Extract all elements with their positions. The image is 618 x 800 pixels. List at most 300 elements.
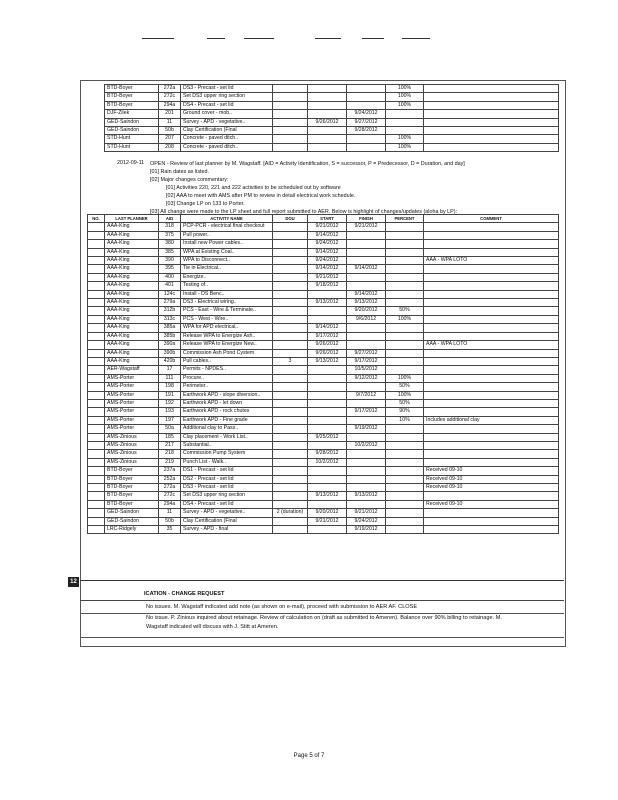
- cell-comment: [424, 248, 559, 256]
- cell-dou: [273, 416, 308, 424]
- cell-finish: [347, 231, 386, 239]
- cell-finish: 9/6/2012: [347, 315, 386, 323]
- table-row: [88, 450, 559, 458]
- cell-activity: Earthwork APD - slope diversion..: [181, 391, 273, 399]
- cell-start: 9/24/2012: [308, 240, 347, 248]
- cell-aid: 401: [159, 282, 181, 290]
- cell-percent: [386, 248, 424, 256]
- cell-finish: [347, 143, 386, 151]
- table-row: [105, 127, 559, 135]
- cell-finish: 9/17/2012: [347, 408, 386, 416]
- cell-activity: DS4 - Precast - set lid: [181, 500, 273, 508]
- cell-aid: 318: [159, 223, 181, 231]
- cell-start: [308, 135, 347, 143]
- cell-dou: [273, 366, 308, 374]
- cell-aid: 272a: [159, 85, 181, 93]
- cell-aid: 198: [159, 383, 181, 391]
- table-row: [88, 332, 559, 340]
- cell-activity: Procure..: [181, 374, 273, 382]
- cell-aid: 50b: [159, 517, 181, 525]
- cell-comment: [424, 299, 559, 307]
- table-row: [88, 441, 559, 449]
- change-request-line-3: Wagstaff indicated will discuss with J. Stitt at Ameren.: [146, 624, 279, 630]
- cell-start: [308, 399, 347, 407]
- cell-finish: 9/27/2012: [347, 349, 386, 357]
- table-row: [88, 509, 559, 517]
- cell-start: [308, 143, 347, 151]
- cell-activity: Clay placement - Work List..: [181, 433, 273, 441]
- cell-planner: AAA-King: [105, 290, 159, 298]
- entry-body: [150, 160, 560, 216]
- cell-activity: WPA at Existing Coal..: [181, 248, 273, 256]
- cell-finish: [347, 475, 386, 483]
- cell-dou: [273, 475, 308, 483]
- cell-comment: [424, 492, 559, 500]
- cell-no: [88, 433, 105, 441]
- table-row: [88, 341, 559, 349]
- table-row: [88, 324, 559, 332]
- cell-aid: 11: [159, 118, 181, 126]
- table-row: [88, 349, 559, 357]
- cell-no: [88, 450, 105, 458]
- cell-start: 10/2/2012: [308, 458, 347, 466]
- cell-finish: 9/27/2012: [347, 118, 386, 126]
- cell-finish: [347, 500, 386, 508]
- cell-dou: [273, 484, 308, 492]
- cell-aid: 375: [159, 231, 181, 239]
- cell-activity: Clay Certification (Final: [181, 127, 273, 135]
- cell-planner: GED-Saindon: [105, 127, 159, 135]
- cell-activity: Substantial..: [181, 441, 273, 449]
- cell-activity: DS3 - Electrical wiring..: [181, 299, 273, 307]
- cell-aid: 192: [159, 399, 181, 407]
- table-row: [88, 282, 559, 290]
- cell-dou: [273, 458, 308, 466]
- cell-no: [88, 484, 105, 492]
- cell-percent: [386, 240, 424, 248]
- cell-finish: [347, 248, 386, 256]
- cell-finish: 9/20/2012: [347, 307, 386, 315]
- cell-activity: Earthwork APD - Fine grade: [181, 416, 273, 424]
- cell-planner: BTD-Boyer: [105, 101, 159, 109]
- cell-aid: 217: [159, 441, 181, 449]
- table-row: [88, 500, 559, 508]
- cell-planner: BTD-Boyer: [105, 500, 159, 508]
- cell-aid: 312b: [159, 307, 181, 315]
- top-table: [104, 84, 559, 152]
- cell-planner: AMS-Porter: [105, 408, 159, 416]
- cell-activity: Permits - NPDES..: [181, 366, 273, 374]
- table-row: [105, 118, 559, 126]
- cell-finish: 9/21/2012: [347, 509, 386, 517]
- cell-percent: 100%: [386, 143, 424, 151]
- cell-start: [308, 383, 347, 391]
- cell-activity: Clay Certification (Final: [181, 517, 273, 525]
- cell-comment: [424, 93, 559, 101]
- cell-dou: [273, 408, 308, 416]
- cell-percent: [386, 475, 424, 483]
- cell-activity: PCP-PCR - electrical final checkout: [181, 223, 273, 231]
- cell-dou: [273, 118, 308, 126]
- cell-planner: GED-Saindon: [105, 118, 159, 126]
- cell-planner: AAA-King: [105, 307, 159, 315]
- cell-dou: [273, 433, 308, 441]
- cell-planner: AAA-King: [105, 257, 159, 265]
- cell-start: [308, 441, 347, 449]
- cell-planner: AMS-Porter: [105, 374, 159, 382]
- cell-planner: AAA-King: [105, 324, 159, 332]
- cell-dou: [273, 282, 308, 290]
- table-row: [88, 265, 559, 273]
- cell-finish: 9/17/2012: [347, 357, 386, 365]
- cell-no: [88, 299, 105, 307]
- cell-planner: AAA-King: [105, 223, 159, 231]
- cell-aid: 185: [159, 433, 181, 441]
- cell-percent: [386, 273, 424, 281]
- cell-comment: [424, 240, 559, 248]
- cell-finish: [347, 240, 386, 248]
- cell-no: [88, 492, 105, 500]
- cell-planner: STD-Hunt: [105, 135, 159, 143]
- cell-comment: [424, 526, 559, 534]
- cell-start: 9/14/2012: [308, 231, 347, 239]
- cell-start: [308, 425, 347, 433]
- cell-comment: AAA - WPA LOTO: [424, 341, 559, 349]
- cell-percent: [386, 349, 424, 357]
- cell-finish: [347, 383, 386, 391]
- cell-no: [88, 425, 105, 433]
- cell-finish: 10/2/2012: [347, 441, 386, 449]
- cell-no: [88, 374, 105, 382]
- cell-aid: 124c: [159, 290, 181, 298]
- cell-comment: Received 09-10: [424, 467, 559, 475]
- cell-start: [308, 366, 347, 374]
- cell-comment: [424, 383, 559, 391]
- cell-comment: [424, 273, 559, 281]
- cell-dou: [273, 299, 308, 307]
- cell-planner: AER-Wagstaff: [105, 366, 159, 374]
- cell-no: [88, 240, 105, 248]
- cell-aid: 400: [159, 273, 181, 281]
- cell-start: [308, 110, 347, 118]
- cell-aid: 385b: [159, 332, 181, 340]
- cell-dou: [273, 500, 308, 508]
- cell-no: [88, 458, 105, 466]
- cell-dou: [273, 349, 308, 357]
- cell-aid: 50a: [159, 425, 181, 433]
- cell-aid: 208: [159, 143, 181, 151]
- cell-percent: [386, 357, 424, 365]
- cell-start: 9/14/2012: [308, 324, 347, 332]
- cell-no: [88, 265, 105, 273]
- cell-aid: 17: [159, 366, 181, 374]
- cell-planner: AAA-King: [105, 240, 159, 248]
- cell-activity: DS2 - Precast - set lid: [181, 475, 273, 483]
- cell-finish: [347, 484, 386, 492]
- cell-percent: 100%: [386, 315, 424, 323]
- cell-comment: Includes additional clay: [424, 416, 559, 424]
- cell-comment: [424, 509, 559, 517]
- cell-aid: 385: [159, 248, 181, 256]
- cell-finish: 9/14/2012: [347, 265, 386, 273]
- page-number: Page 5 of 7: [293, 753, 325, 759]
- cell-dou: [273, 492, 308, 500]
- cell-dou: [273, 332, 308, 340]
- cell-activity: Install new Power cables..: [181, 240, 273, 248]
- cell-dou: [273, 399, 308, 407]
- table-row: [88, 416, 559, 424]
- cell-activity: Survey - APD - vegetative..: [181, 509, 273, 517]
- entry-line: [03] All change were made to the LP sheet and full report submitted to AER. Below is highlight of changes/updates (aloha by LP):: [150, 209, 458, 215]
- cell-aid: 390a: [159, 341, 181, 349]
- cell-dou: [273, 257, 308, 265]
- cell-dou: [273, 441, 308, 449]
- cell-comment: [424, 425, 559, 433]
- cell-finish: 9/24/2012: [347, 517, 386, 525]
- cell-no: [88, 273, 105, 281]
- cell-finish: [347, 273, 386, 281]
- cell-no: [88, 248, 105, 256]
- cell-planner: BTD-Boyer: [105, 484, 159, 492]
- cell-planner: BTD-Boyer: [105, 93, 159, 101]
- cell-comment: [424, 282, 559, 290]
- cell-finish: [347, 101, 386, 109]
- cell-aid: 111: [159, 374, 181, 382]
- cell-planner: AMS-Porter: [105, 425, 159, 433]
- cell-comment: [424, 110, 559, 118]
- cell-planner: AAA-King: [105, 332, 159, 340]
- table-row: [88, 526, 559, 534]
- cell-comment: [424, 265, 559, 273]
- cell-start: [308, 101, 347, 109]
- cell-activity: Ground cover - mob..: [181, 110, 273, 118]
- cell-planner: AAA-King: [105, 357, 159, 365]
- table-row: [88, 231, 559, 239]
- cell-planner: AMS-Zinious: [105, 441, 159, 449]
- cell-no: [88, 357, 105, 365]
- cell-comment: [424, 366, 559, 374]
- table-row: [105, 110, 559, 118]
- cell-dou: [273, 231, 308, 239]
- cell-activity: PCS - West - Wire..: [181, 315, 273, 323]
- cell-dou: [273, 223, 308, 231]
- cell-planner: BTD-Boyer: [105, 467, 159, 475]
- cell-dou: [273, 290, 308, 298]
- cell-finish: 9/13/2012: [347, 299, 386, 307]
- cell-activity: Additional clay to Pass..: [181, 425, 273, 433]
- cell-percent: [386, 341, 424, 349]
- cell-percent: [386, 441, 424, 449]
- cell-finish: [347, 450, 386, 458]
- cell-aid: 390: [159, 257, 181, 265]
- cell-dou: [273, 324, 308, 332]
- cell-start: 9/13/2012: [308, 299, 347, 307]
- cell-planner: AAA-King: [105, 248, 159, 256]
- cell-dou: [273, 374, 308, 382]
- cell-aid: 237a: [159, 467, 181, 475]
- cell-no: [88, 290, 105, 298]
- change-request-divider-2: [80, 637, 564, 638]
- table-row: [88, 492, 559, 500]
- header-rule-1: [142, 38, 174, 39]
- cell-no: [88, 509, 105, 517]
- header-rule-3: [244, 38, 274, 39]
- cell-aid: 11: [159, 509, 181, 517]
- cell-percent: [386, 458, 424, 466]
- cell-finish: 9/7/2012: [347, 391, 386, 399]
- table-row: [88, 391, 559, 399]
- cell-start: [308, 307, 347, 315]
- cell-planner: STD-Hunt: [105, 143, 159, 151]
- table-row: [88, 374, 559, 382]
- table-row: [88, 223, 559, 231]
- cell-start: 9/21/2012: [308, 517, 347, 525]
- cell-planner: GED-Saindon: [105, 509, 159, 517]
- table-row: [88, 484, 559, 492]
- cell-finish: [347, 85, 386, 93]
- cell-start: [308, 290, 347, 298]
- table-row: [88, 290, 559, 298]
- cell-activity: Earthwork APD - rock chutes: [181, 408, 273, 416]
- cell-percent: [386, 231, 424, 239]
- cell-no: [88, 517, 105, 525]
- cell-planner: GED-Saindon: [105, 517, 159, 525]
- cell-finish: 9/21/2012: [347, 223, 386, 231]
- cell-dou: [273, 450, 308, 458]
- cell-dou: [273, 425, 308, 433]
- entry-date: 2012-09-11: [117, 160, 145, 166]
- cell-planner: BTD-Boyer: [105, 85, 159, 93]
- table-row: [105, 101, 559, 109]
- column-header: START: [308, 215, 347, 223]
- cell-finish: 9/24/2012: [347, 110, 386, 118]
- cell-activity: Punch List - Walk..: [181, 458, 273, 466]
- cell-dou: [273, 85, 308, 93]
- table-row: [88, 299, 559, 307]
- cell-activity: Earthwork APD - let down: [181, 399, 273, 407]
- cell-comment: [424, 315, 559, 323]
- cell-no: [88, 223, 105, 231]
- cell-comment: [424, 223, 559, 231]
- header-rule-5: [362, 38, 384, 39]
- cell-dou: [273, 127, 308, 135]
- cell-planner: AAA-King: [105, 349, 159, 357]
- cell-activity: DS3 - Precast - set lid: [181, 85, 273, 93]
- cell-start: 9/21/2012: [308, 223, 347, 231]
- cell-comment: [424, 85, 559, 93]
- entry-line: [03] Change LP on 133 to Porter.: [166, 201, 245, 207]
- cell-start: [308, 526, 347, 534]
- cell-percent: [386, 526, 424, 534]
- cell-planner: AAA-King: [105, 282, 159, 290]
- table-row: [88, 458, 559, 466]
- cell-dou: 2 (duration): [273, 509, 308, 517]
- cell-percent: [386, 425, 424, 433]
- cell-dou: [273, 526, 308, 534]
- cell-start: 9/25/2012: [308, 433, 347, 441]
- column-header: FINISH: [347, 215, 386, 223]
- cell-planner: AMS-Porter: [105, 399, 159, 407]
- cell-aid: 272a: [159, 484, 181, 492]
- cell-no: [88, 526, 105, 534]
- cell-dou: [273, 101, 308, 109]
- cell-no: [88, 332, 105, 340]
- cell-aid: 197: [159, 416, 181, 424]
- column-header: COMMENT: [424, 215, 559, 223]
- cell-percent: [386, 110, 424, 118]
- cell-start: [308, 374, 347, 382]
- cell-dou: [273, 265, 308, 273]
- cell-start: 9/26/2012: [308, 341, 347, 349]
- cell-percent: [386, 324, 424, 332]
- cell-activity: Set DS3 upper ring section: [181, 93, 273, 101]
- entry-line: [01] Rain dates as listed.: [150, 169, 210, 175]
- cell-start: [308, 315, 347, 323]
- cell-no: [88, 408, 105, 416]
- cell-percent: [386, 127, 424, 135]
- cell-aid: 272c: [159, 492, 181, 500]
- table-row: [105, 85, 559, 93]
- cell-dou: [273, 273, 308, 281]
- cell-no: [88, 399, 105, 407]
- cell-comment: [424, 118, 559, 126]
- cell-start: 9/24/2012: [308, 257, 347, 265]
- cell-no: [88, 349, 105, 357]
- cell-planner: AAA-King: [105, 273, 159, 281]
- cell-comment: [424, 290, 559, 298]
- cell-dou: [273, 143, 308, 151]
- cell-start: [308, 127, 347, 135]
- cell-percent: 90%: [386, 408, 424, 416]
- cell-comment: Received 09-10: [424, 484, 559, 492]
- cell-no: [88, 307, 105, 315]
- cell-percent: [386, 223, 424, 231]
- cell-aid: 313c: [159, 315, 181, 323]
- cell-percent: [386, 433, 424, 441]
- cell-no: [88, 467, 105, 475]
- cell-no: [88, 391, 105, 399]
- cell-aid: 294a: [159, 101, 181, 109]
- cell-finish: 9/19/2012: [347, 526, 386, 534]
- cell-dou: [273, 341, 308, 349]
- header-rule-4: [315, 38, 341, 39]
- cell-aid: 390b: [159, 349, 181, 357]
- cell-aid: 380: [159, 240, 181, 248]
- cell-start: 9/17/2012: [308, 332, 347, 340]
- cell-dou: [273, 135, 308, 143]
- cell-comment: [424, 433, 559, 441]
- cell-comment: Received 09-10: [424, 500, 559, 508]
- cell-finish: [347, 399, 386, 407]
- cell-aid: 294a: [159, 500, 181, 508]
- table-row: [88, 273, 559, 281]
- cell-activity: Testing of..: [181, 282, 273, 290]
- table-row: [88, 257, 559, 265]
- change-request-line-2: No issue. P. Zinious inquired about retainage. Review of calculation on (draft as submitted to Ameren). Balance over 90% billing to retainage. M.: [146, 615, 502, 621]
- cell-percent: [386, 492, 424, 500]
- cell-finish: [347, 282, 386, 290]
- cell-aid: 279a: [159, 299, 181, 307]
- cell-start: [308, 467, 347, 475]
- cell-comment: [424, 374, 559, 382]
- cell-percent: [386, 290, 424, 298]
- header-rule-6: [402, 38, 430, 39]
- cell-dou: [273, 248, 308, 256]
- change-request-title: ICATION - CHANGE REQUEST: [144, 591, 225, 597]
- cell-comment: [424, 450, 559, 458]
- cell-start: [308, 93, 347, 101]
- cell-aid: 219: [159, 458, 181, 466]
